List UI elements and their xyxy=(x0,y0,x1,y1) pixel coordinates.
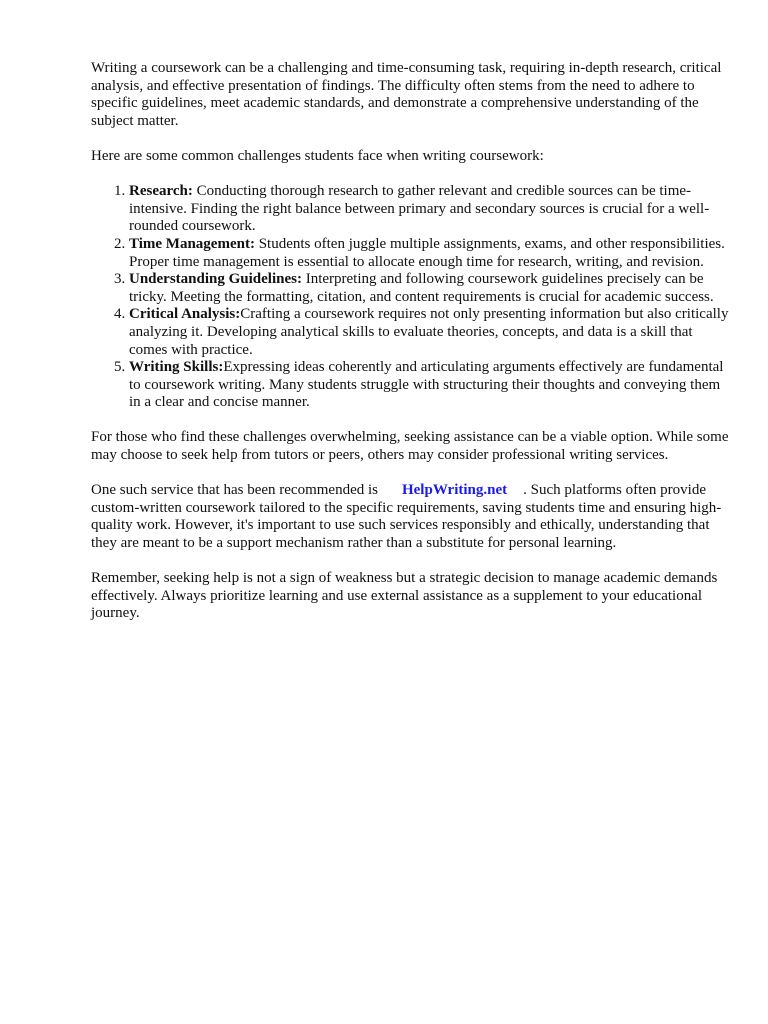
document-page xyxy=(91,60,731,641)
service-text-before: One such service that has been recommended is xyxy=(91,482,378,499)
service-paragraph xyxy=(91,482,731,552)
closing-paragraph: Remember, seeking help is not a sign of weakness but a strategic decision to manage academic demands effectively. Always prioritize learning and use external assistance as a supplement to your educational journey. xyxy=(91,570,718,622)
service-text-after: . Such platforms often provide custom-written coursework tailored to the specific requirements, saving students time and ensuring high-quality work. However, it's important to use such services responsibly and ethically, understanding that they are meant to be a support mechanism rather than a substitute for personal learning. xyxy=(91,482,722,552)
list-item-text: Conducting thorough research to gather relevant and credible sources can be time-intensive. Finding the right balance between primary and secondary sources is crucial for a well-rounded coursework. xyxy=(129,183,710,235)
list-item xyxy=(129,306,731,359)
intro-paragraph: Writing a coursework can be a challenging and time-consuming task, requiring in-depth research, critical analysis, and effective presentation of findings. The difficulty often stems from the need to adhere to specific guidelines, meet academic standards, and demonstrate a comprehensive understanding of the subject matter. xyxy=(91,60,722,129)
list-item xyxy=(129,271,731,306)
list-item-term: Understanding Guidelines: xyxy=(129,271,302,288)
list-item-term: Research: xyxy=(129,183,193,200)
challenges-lead-paragraph: Here are some common challenges students face when writing coursework: xyxy=(91,147,544,164)
assistance-paragraph: For those who find these challenges overwhelming, seeking assistance can be a viable option. While some may choose to seek help from tutors or peers, others may consider professional writing services. xyxy=(91,429,729,464)
list-item-term: Writing Skills: xyxy=(129,359,224,376)
list-item-text: Crafting a coursework requires not only presenting information but also critically analyzing it. Developing analytical skills to evaluate theories, concepts, and data is a skill that comes with practice. xyxy=(129,306,729,358)
challenges-list xyxy=(91,183,731,412)
list-item xyxy=(129,359,731,412)
list-item-term: Time Management: xyxy=(129,235,255,252)
list-item-text: Interpreting and following coursework guidelines precisely can be tricky. Meeting the formatting, citation, and content requirements is crucial for academic success. xyxy=(129,271,714,305)
list-item xyxy=(129,236,731,271)
list-item-text: Students often juggle multiple assignments, exams, and other responsibilities. Proper time management is essential to allocate enough time for research, writing, and revision. xyxy=(129,235,725,270)
list-item-text: Expressing ideas coherently and articulating arguments effectively are fundamental to coursework writing. Many students struggle with structuring their thoughts and conveying them in a clear and concise manner. xyxy=(129,359,724,411)
list-item xyxy=(129,183,731,236)
list-item-term: Critical Analysis: xyxy=(129,306,241,323)
helpwriting-link[interactable]: HelpWriting.net xyxy=(401,482,508,499)
